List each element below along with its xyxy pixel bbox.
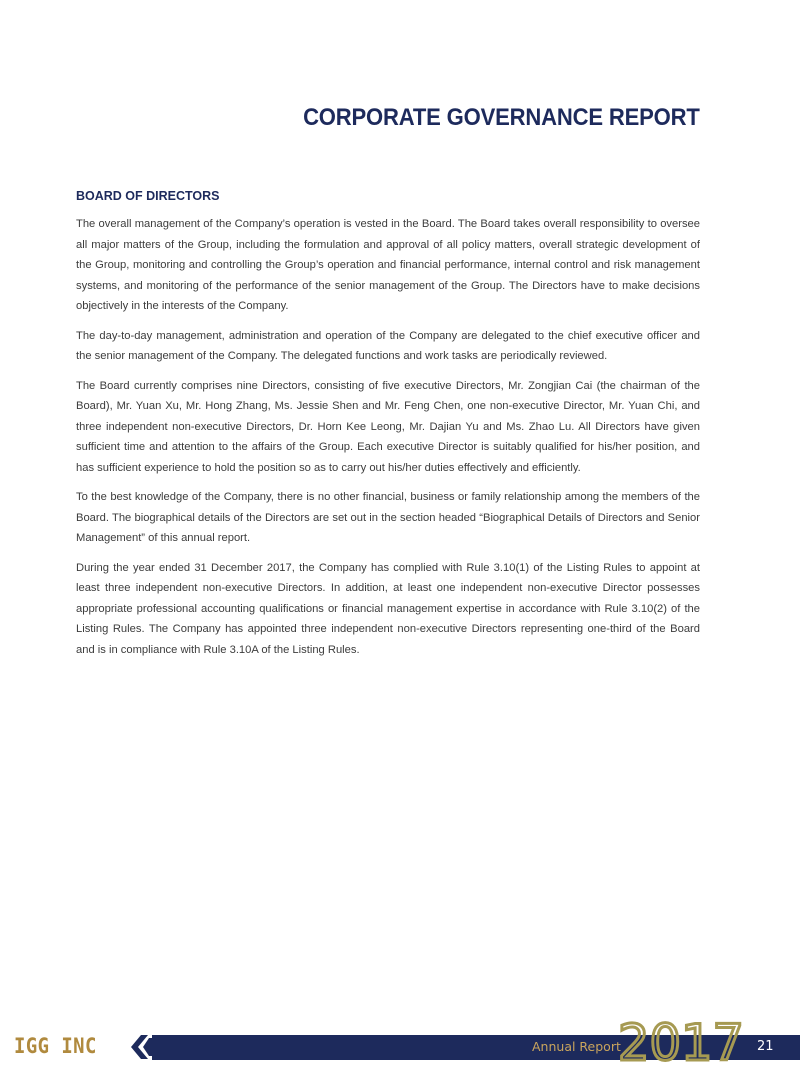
main-content	[76, 188, 700, 669]
annual-report-label: Annual Report	[532, 1039, 621, 1054]
year-text: 2017	[618, 1016, 744, 1062]
year-graphic	[618, 1016, 748, 1062]
company-logo: IGG INC	[14, 1034, 97, 1058]
page-title: CORPORATE GOVERNANCE REPORT	[303, 104, 700, 131]
paragraph: The Board currently comprises nine Directors, consisting of five executive Directors, Mr. Zongjian Cai (the chairman of the Board), Mr. Yuan Xu, Mr. Hong Zhang, Ms. Jessie Shen and Mr. Feng Chen, one non-executive Director, Mr. Yuan Chi, and three independent non-executive Directors, Dr. Horn Kee Leong, Mr. Dajian Yu and Ms. Zhao Lu. All Directors have given sufficient time and attention to the affairs of the Group. Each executive Director is suitably qualified for his/her position, and has sufficient experience to hold the position so as to carry out his/her duties effectively and efficiently.	[76, 379, 700, 474]
paragraph: To the best knowledge of the Company, there is no other financial, business or family relationship among the members of the Board. The biographical details of the Directors are set out in the section headed “Biographical Details of Directors and Senior Management” of this annual report.	[76, 491, 700, 544]
page-number: 21	[757, 1039, 774, 1054]
section-heading: BOARD OF DIRECTORS	[76, 189, 220, 203]
chevron-left-icon	[126, 1034, 152, 1060]
paragraph: The day-to-day management, administration and operation of the Company are delegated to the chief executive officer and the senior management of the Company. The delegated functions and work tasks are periodically reviewed.	[76, 329, 700, 362]
page-footer	[0, 1016, 800, 1062]
paragraph: The overall management of the Company’s operation is vested in the Board. The Board takes overall responsibility to oversee all major matters of the Group, including the formulation and approval of all policy matters, overall strategic development of the Group, monitoring and controlling the Group’s operation and financial performance, internal control and risk management systems, and monitoring of the performance of the senior management of the Group. The Directors have to make decisions objectively in the interests of the Company.	[76, 218, 700, 312]
paragraph: During the year ended 31 December 2017, the Company has complied with Rule 3.10(1) of the Listing Rules to appoint at least three independent non-executive Directors. In addition, at least one independent non-executive Director possesses appropriate professional accounting qualifications or financial management expertise in accordance with Rule 3.10(2) of the Listing Rules. The Company has appointed three independent non-executive Directors representing one-third of the Board and is in compliance with Rule 3.10A of the Listing Rules.	[76, 561, 700, 656]
